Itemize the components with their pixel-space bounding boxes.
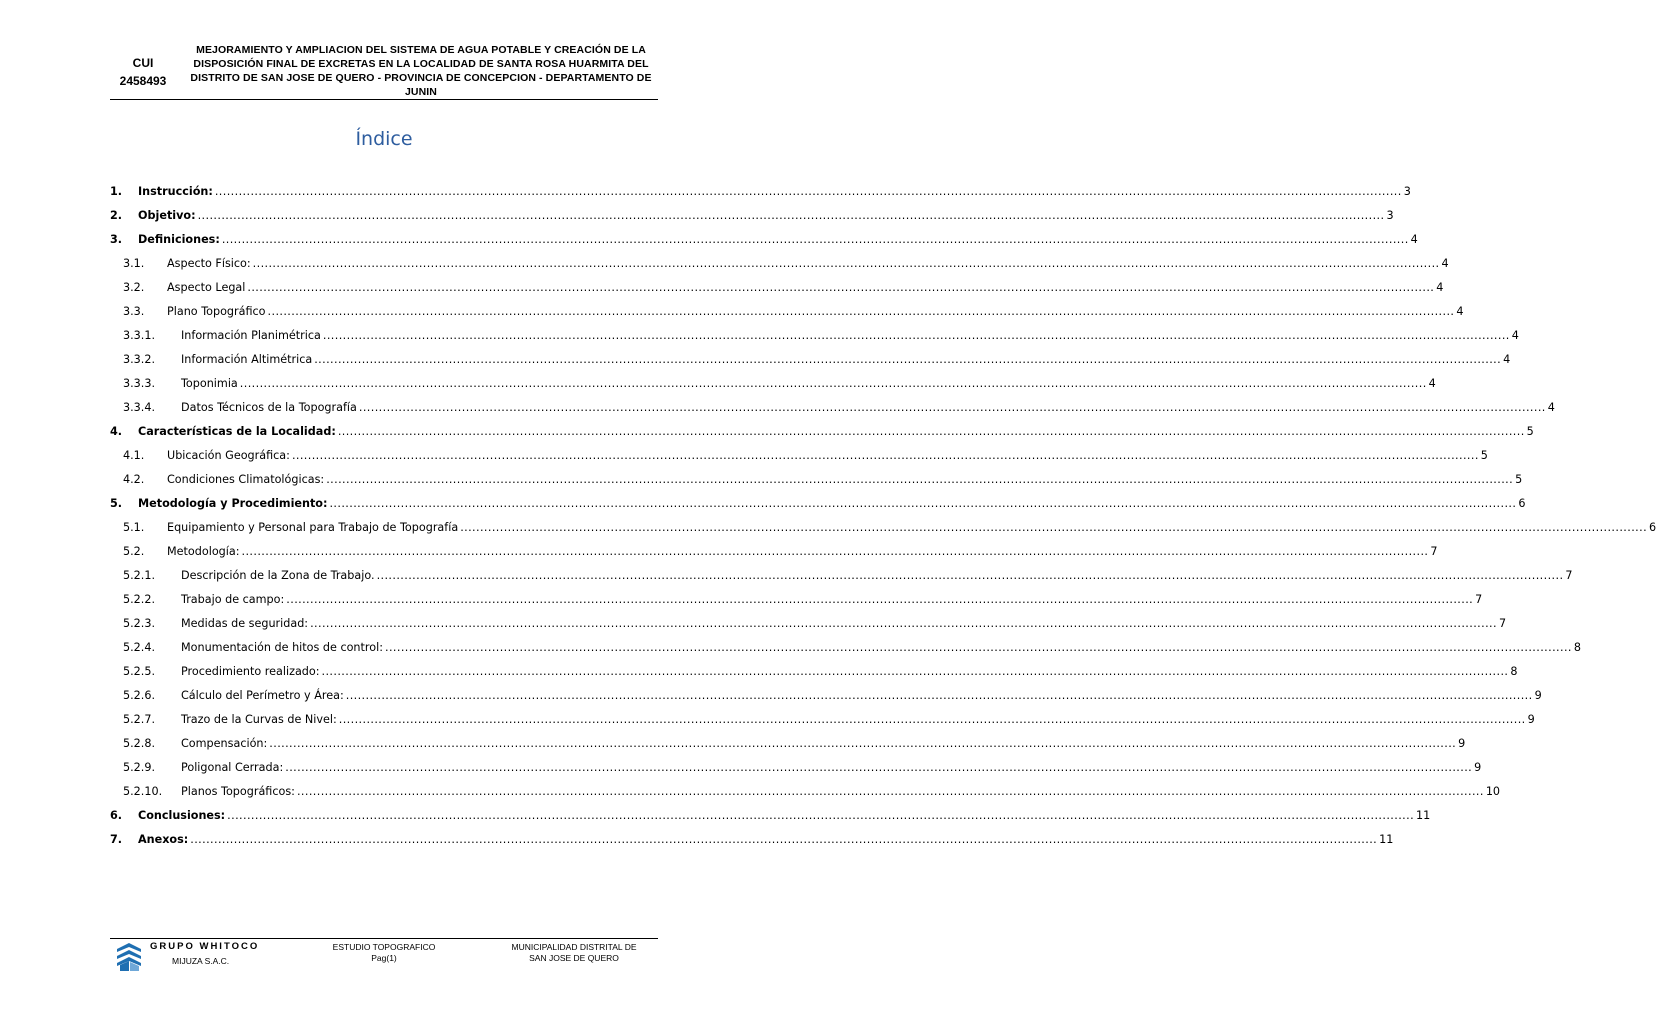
toc-entry-label: Metodología: [167,545,240,558]
toc-entry[interactable] [110,708,1535,732]
toc-entry-page: 5 [1526,425,1534,438]
toc-entry-page: 4 [1456,305,1464,318]
toc-entry-page: 3 [1386,209,1394,222]
toc-entry-label: Trazo de la Curvas de Nivel: [181,713,337,726]
toc-entry-page: 7 [1475,593,1483,606]
toc-entry-number: 5.2.3. [123,617,156,630]
toc-dot-leader: ............................................................................................................................................................................................................................................................................................................ [227,809,1415,822]
toc-entry[interactable] [110,420,1534,444]
toc-entry-label: Procedimiento realizado: [181,665,320,678]
toc-entry[interactable] [110,756,1482,780]
toc-entry-label: Conclusiones: [138,809,226,822]
toc-entry-number: 5.2.7. [123,713,156,726]
toc-dot-leader: ............................................................................................................................................................................................................................................................................................................ [239,377,1427,390]
cui-block [110,54,176,90]
toc-entry-page: 6 [1649,521,1656,534]
toc-entry-page: 10 [1485,785,1501,798]
toc-dot-leader: ............................................................................................................................................................................................................................................................................................................ [241,545,1429,558]
toc-entry-number: 3.1. [123,257,145,270]
cui-label: CUI [132,56,154,70]
toc-entry-number: 5.2.1. [123,569,156,582]
toc-entry-label: Anexos: [138,833,189,846]
toc-entry-number: 5.2.9. [123,761,156,774]
toc-dot-leader: ............................................................................................................................................................................................................................................................................................................ [221,233,1409,246]
toc-entry-number: 5.2.4. [123,641,156,654]
municipality-line-1: MUNICIPALIDAD DISTRITAL DE [511,942,637,952]
toc-entry-page: 4 [1436,281,1444,294]
toc-entry[interactable] [110,468,1523,492]
toc-entry-number: 5.1. [123,521,145,534]
toc-entry-page: 9 [1527,713,1535,726]
toc-entry-number: 3.3.3. [123,377,156,390]
toc-entry-number: 5.2.6. [123,689,156,702]
toc-entry-label: Condiciones Climatológicas: [167,473,325,486]
toc-entry-page: 4 [1441,257,1449,270]
toc-entry-page: 3 [1403,185,1411,198]
toc-entry-number: 2. [110,209,123,222]
toc-entry-page: 9 [1474,761,1482,774]
toc-entry-label: Medidas de seguridad: [181,617,309,630]
toc-entry-page: 5 [1515,473,1523,486]
toc-entry-number: 7. [110,833,123,846]
toc-dot-leader: ............................................................................................................................................................................................................................................................................................................ [337,425,1525,438]
toc-entry-page: 5 [1480,449,1488,462]
toc-dot-leader: ............................................................................................................................................................................................................................................................................................................ [345,689,1533,702]
toc-dot-leader: ............................................................................................................................................................................................................................................................................................................ [326,473,1514,486]
toc-dot-leader: ............................................................................................................................................................................................................................................................................................................ [385,641,1572,654]
toc-entry-number: 5.2.10. [123,785,163,798]
toc-entry-label: Cálculo del Perímetro y Área: [181,689,344,702]
toc-entry[interactable] [110,300,1464,324]
toc-dot-leader: ............................................................................................................................................................................................................................................................................................................ [286,593,1474,606]
toc-entry-number: 3.2. [123,281,145,294]
toc-entry-label: Información Altimétrica [181,353,313,366]
toc-dot-leader: ............................................................................................................................................................................................................................................................................................................ [322,329,1510,342]
toc-dot-leader: ............................................................................................................................................................................................................................................................................................................ [214,185,1402,198]
company-name: GRUPO WHITOCO [150,941,260,952]
toc-entry-label: Información Planimétrica [181,329,321,342]
toc-entry-number: 5.2.2. [123,593,156,606]
toc-dot-leader: ............................................................................................................................................................................................................................................................................................................ [460,521,1648,534]
toc-entry-label: Instrucción: [138,185,213,198]
toc-entry-label: Plano Topográfico [167,305,266,318]
toc-entry-number: 5.2.5. [123,665,156,678]
toc-entry-label: Equipamiento y Personal para Trabajo de Topografía [167,521,459,534]
toc-entry-label: Objetivo: [138,209,196,222]
cui-number: 2458493 [119,74,167,88]
footer-municipality [490,942,658,964]
toc-entry-label: Características de la Localidad: [138,425,336,438]
toc-entry-number: 6. [110,809,123,822]
toc-entry-page: 7 [1430,545,1438,558]
toc-dot-leader: ............................................................................................................................................................................................................................................................................................................ [296,785,1484,798]
toc-entry[interactable] [110,492,1526,516]
toc-entry-label: Toponimia [181,377,238,390]
toc-entry-number: 3.3.2. [123,353,156,366]
toc-entry-label: Monumentación de hitos de control: [181,641,383,654]
toc-entry-page: 6 [1518,497,1526,510]
toc-entry-page: 4 [1428,377,1436,390]
toc-entry-number: 4.2. [123,473,145,486]
toc-entry-label: Definiciones: [138,233,220,246]
toc-entry-page: 8 [1510,665,1518,678]
toc-entry[interactable] [110,540,1438,564]
table-of-contents [110,180,1656,852]
toc-dot-leader: ............................................................................................................................................................................................................................................................................................................ [314,353,1502,366]
toc-entry[interactable] [110,780,1501,804]
toc-entry[interactable] [110,396,1555,420]
toc-dot-leader: ............................................................................................................................................................................................................................................................................................................ [376,569,1564,582]
toc-entry-number: 4. [110,425,123,438]
toc-entry[interactable] [110,252,1449,276]
toc-entry-number: 1. [110,185,123,198]
toc-entry-number: 3.3.4. [123,401,156,414]
toc-entry-label: Planos Topográficos: [181,785,295,798]
toc-dot-leader: ............................................................................................................................................................................................................................................................................................................ [269,737,1457,750]
toc-entry[interactable] [110,324,1519,348]
toc-entry-label: Ubicación Geográfica: [167,449,290,462]
toc-entry[interactable] [110,564,1573,588]
toc-entry[interactable] [110,204,1394,228]
toc-entry-page: 4 [1511,329,1519,342]
page-footer [110,938,658,978]
toc-entry-label: Descripción de la Zona de Trabajo. [181,569,375,582]
toc-dot-leader: ............................................................................................................................................................................................................................................................................................................ [252,257,1440,270]
toc-entry[interactable] [110,684,1542,708]
toc-entry-number: 5. [110,497,123,510]
toc-entry[interactable] [110,372,1436,396]
building-logo-icon [116,943,142,971]
toc-entry[interactable] [110,444,1488,468]
toc-entry-page: 8 [1573,641,1581,654]
toc-entry[interactable] [110,276,1444,300]
toc-dot-leader: ............................................................................................................................................................................................................................................................................................................ [291,449,1479,462]
toc-entry[interactable] [110,804,1431,828]
toc-dot-leader: ............................................................................................................................................................................................................................................................................................................ [190,833,1378,846]
toc-entry-page: 11 [1379,833,1394,846]
toc-entry-page: 4 [1410,233,1418,246]
toc-dot-leader: ............................................................................................................................................................................................................................................................................................................ [329,497,1517,510]
toc-title: Índice [355,128,413,150]
toc-entry[interactable] [110,828,1394,852]
toc-dot-leader: ............................................................................................................................................................................................................................................................................................................ [321,665,1509,678]
company-subtitle: MIJUZA S.A.C. [172,956,230,966]
toc-dot-leader: ............................................................................................................................................................................................................................................................................................................ [247,281,1435,294]
toc-dot-leader: ............................................................................................................................................................................................................................................................................................................ [285,761,1473,774]
toc-dot-leader: ............................................................................................................................................................................................................................................................................................................ [197,209,1385,222]
toc-entry[interactable] [110,180,1411,204]
toc-entry-page: 9 [1458,737,1466,750]
toc-entry-page: 9 [1534,689,1542,702]
toc-entry-number: 3.3.1. [123,329,156,342]
toc-entry[interactable] [110,228,1418,252]
toc-dot-leader: ............................................................................................................................................................................................................................................................................................................ [338,713,1526,726]
toc-entry[interactable] [110,660,1518,684]
toc-entry[interactable] [110,588,1483,612]
toc-entry-number: 5.2.8. [123,737,156,750]
toc-entry-label: Datos Técnicos de la Topografía [181,401,357,414]
toc-entry-label: Metodología y Procedimiento: [138,497,328,510]
toc-dot-leader: ............................................................................................................................................................................................................................................................................................................ [267,305,1455,318]
municipality-line-2: SAN JOSE DE QUERO [529,953,619,963]
toc-entry-label: Compensación: [181,737,268,750]
toc-entry-number: 3.3. [123,305,145,318]
toc-entry[interactable] [110,612,1507,636]
toc-entry-label: Trabajo de campo: [181,593,285,606]
study-name: ESTUDIO TOPOGRAFICO [332,942,436,952]
toc-entry-page: 7 [1498,617,1507,630]
toc-entry-page: 4 [1547,401,1555,414]
page-number: Pag(1) [371,953,397,963]
toc-entry-label: Poligonal Cerrada: [181,761,284,774]
toc-entry-label: Aspecto Físico: [167,257,251,270]
toc-entry[interactable] [110,516,1656,540]
toc-entry[interactable] [110,348,1511,372]
toc-dot-leader: ............................................................................................................................................................................................................................................................................................................ [358,401,1546,414]
toc-entry-page: 11 [1416,809,1431,822]
toc-entry-number: 5.2. [123,545,145,558]
toc-entry[interactable] [110,636,1581,660]
toc-entry-page: 7 [1565,569,1573,582]
footer-study-info [310,942,458,964]
toc-entry-label: Aspecto Legal [167,281,246,294]
toc-entry[interactable] [110,732,1466,756]
toc-entry-page: 4 [1503,353,1511,366]
toc-entry-number: 4.1. [123,449,145,462]
toc-dot-leader: ............................................................................................................................................................................................................................................................................................................ [310,617,1497,630]
page-header [110,40,658,100]
project-title: MEJORAMIENTO Y AMPLIACION DEL SISTEMA DE AGUA POTABLE Y CREACIÓN DE LA DISPOSICIÓN FINAL DE EXCRETAS EN LA LOCALIDAD DE SANTA ROSA HUARMITA DEL DISTRITO DE SAN JOSE DE QUERO - PROVINCIA DE CONCEPCION - DEPARTAMENTO DE JUNIN [190,44,652,98]
toc-entry-number: 3. [110,233,123,246]
